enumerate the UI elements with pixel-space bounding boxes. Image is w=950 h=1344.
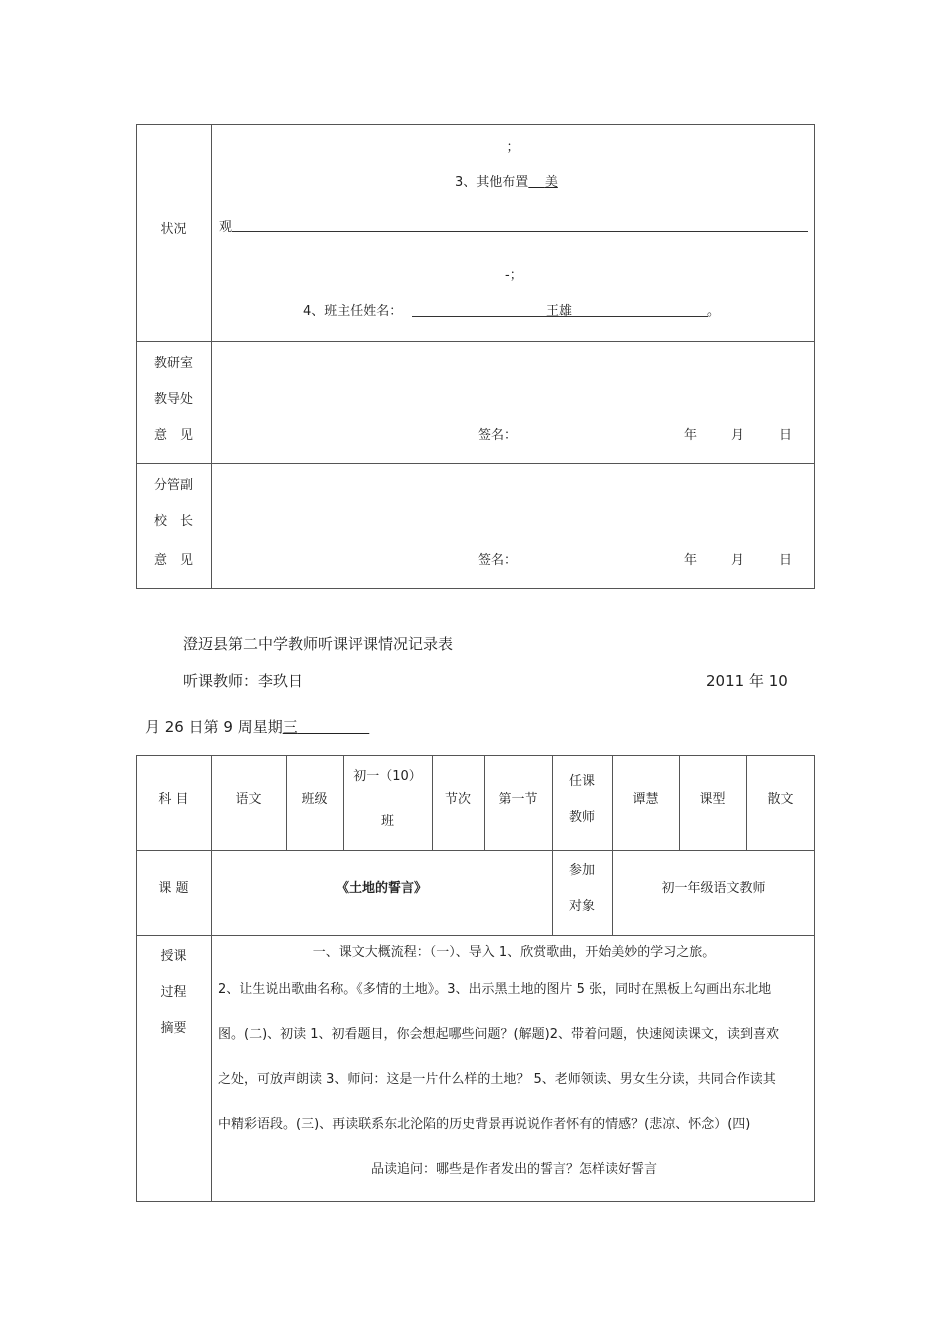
process-label-1: 授课 bbox=[160, 949, 187, 964]
form1-row-line bbox=[136, 341, 815, 342]
teacher-value: 谭慧 bbox=[632, 792, 659, 807]
semicolon-line: ； bbox=[506, 140, 520, 155]
process-label-3: 摘要 bbox=[160, 1021, 187, 1036]
class-label: 班级 bbox=[301, 792, 328, 807]
form1-divider bbox=[211, 124, 212, 589]
participants-value: 初一年级语文教师 bbox=[661, 881, 766, 896]
status-label: 状况 bbox=[160, 222, 187, 237]
jys-label-2: 教导处 bbox=[153, 392, 193, 407]
jys-label-1: 教研室 bbox=[153, 356, 193, 371]
form2-divider bbox=[211, 755, 212, 1202]
item4-suffix: 。 bbox=[707, 304, 721, 319]
vp-day: 日 bbox=[779, 553, 793, 568]
item3-continued: 观 bbox=[219, 220, 233, 235]
topic-value: 《土地的誓言》 bbox=[335, 881, 427, 896]
vp-label-3: 意 见 bbox=[153, 553, 193, 568]
weekday: 三 bbox=[282, 718, 298, 736]
jys-year: 年 bbox=[684, 428, 698, 443]
vp-year: 年 bbox=[684, 553, 698, 568]
teacher-label-2: 教师 bbox=[568, 810, 595, 825]
item3-line bbox=[455, 171, 558, 190]
process-line: 图。(二)、初读 1、初看题目，你会想起哪些问题？(解题)2、带着问题，快速阅读课文，读到喜欢 bbox=[218, 1027, 779, 1042]
item4-prefix: 4、班主任姓名： bbox=[303, 304, 403, 319]
item3-value: 美 bbox=[544, 175, 558, 190]
process-label-2: 过程 bbox=[160, 985, 187, 1000]
teacher-label-1: 任课 bbox=[568, 774, 595, 789]
participants-label-1: 参加 bbox=[568, 863, 595, 878]
vp-sign-label: 签名： bbox=[478, 553, 518, 568]
subject-label: 科 目 bbox=[158, 792, 189, 807]
jys-day: 日 bbox=[779, 428, 793, 443]
form2-title: 澄迈县第二中学教师听课评课情况记录表 bbox=[183, 635, 454, 653]
form2-divider bbox=[612, 755, 613, 935]
process-line: 2、让生说出歌曲名称。《多情的土地》。3、出示黑土地的图片 5 张，同时在黑板上勾画出东北地 bbox=[218, 982, 772, 997]
jys-label-3: 意 见 bbox=[153, 428, 193, 443]
item4-value: 王雄 bbox=[546, 304, 573, 319]
vp-month: 月 bbox=[731, 553, 745, 568]
vp-label-2: 校 长 bbox=[153, 514, 193, 529]
jys-month: 月 bbox=[731, 428, 745, 443]
type-value: 散文 bbox=[767, 792, 794, 807]
form2-row-line bbox=[136, 850, 815, 851]
observer-label: 听课教师：李玖日 bbox=[183, 672, 304, 690]
class-value-1: 初一（10） bbox=[353, 769, 422, 784]
dash-semicolon-line: -； bbox=[505, 268, 523, 283]
participants-label-2: 对象 bbox=[568, 899, 595, 914]
jys-sign-label: 签名： bbox=[478, 428, 518, 443]
date-prefix: 月 26 日第 9 周星期 bbox=[145, 718, 283, 736]
class-value-2: 班 bbox=[380, 814, 394, 829]
item3-prefix: 3、其他布置 bbox=[455, 175, 529, 190]
form1-row-line bbox=[136, 463, 815, 464]
process-line: 一、课文大概流程：（一）、导入 1、欣赏歌曲，开始美妙的学习之旅。 bbox=[312, 945, 716, 960]
process-line: 之处，可放声朗读 3、师问：这是一片什么样的土地？ 5、老师领读、男女生分读，共同合作读其 bbox=[218, 1072, 776, 1087]
date-part1: 2011 年 10 bbox=[706, 672, 788, 690]
process-line: 品读追问：哪些是作者发出的誓言？怎样读好誓言 bbox=[370, 1162, 657, 1177]
type-label: 课型 bbox=[699, 792, 726, 807]
topic-label: 课 题 bbox=[158, 881, 189, 896]
date-part2 bbox=[145, 716, 369, 737]
period-value: 第一节 bbox=[498, 792, 538, 807]
form1-table bbox=[136, 124, 815, 589]
vp-label-1: 分管副 bbox=[153, 478, 193, 493]
process-line: 中精彩语段。(三)、再读联系东北沦陷的历史背景再说说作者怀有的情感？(悲凉、怀念）(四) bbox=[218, 1117, 751, 1132]
period-label: 节次 bbox=[444, 792, 471, 807]
subject-value: 语文 bbox=[235, 792, 262, 807]
item3-underline bbox=[232, 231, 808, 232]
